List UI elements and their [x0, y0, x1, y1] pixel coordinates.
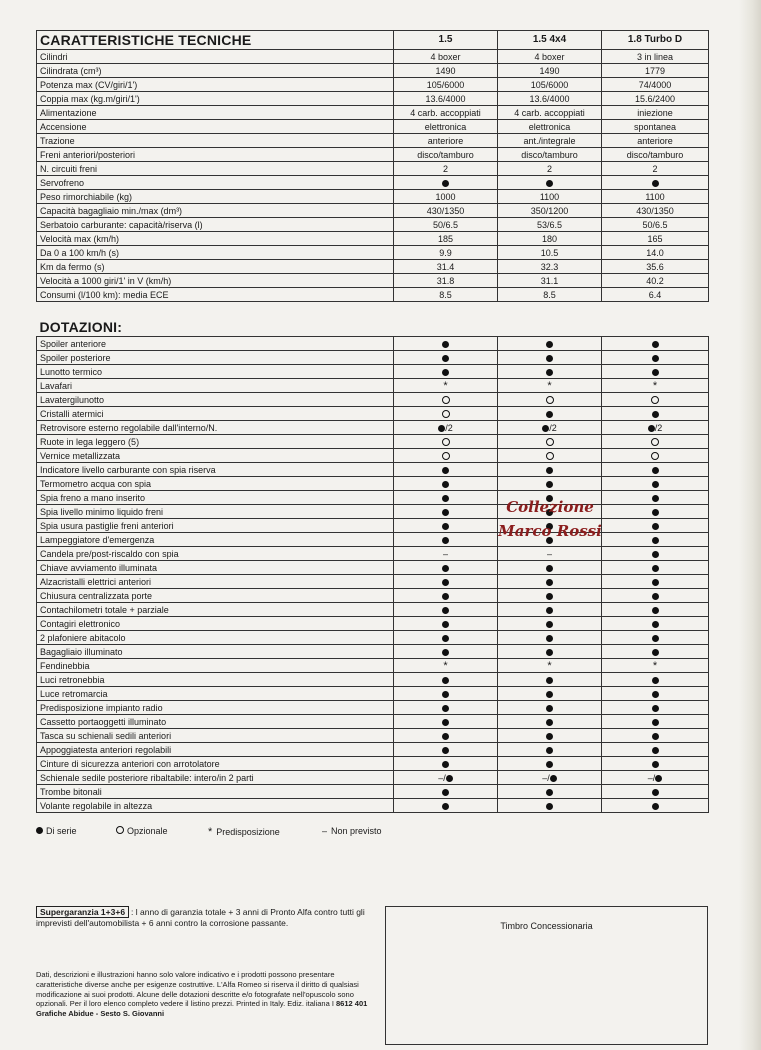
spec-value: 4 carb. accoppiati: [394, 106, 498, 120]
standard-dot-icon: [498, 631, 602, 645]
spec-value: 4 carb. accoppiati: [498, 106, 602, 120]
standard-dot-icon: [498, 701, 602, 715]
header-spacer: [602, 318, 709, 337]
table-row: [37, 659, 709, 673]
row-label: Volante regolabile in altezza: [37, 799, 394, 813]
table-row: [37, 274, 709, 288]
standard-dot-icon: [394, 617, 498, 631]
spec-value: elettronica: [394, 120, 498, 134]
table-row: [37, 799, 709, 813]
legend-non-previsto: [322, 826, 382, 836]
table-row: [37, 64, 709, 78]
spec-value: 4 boxer: [498, 50, 602, 64]
table-row: [37, 743, 709, 757]
table-row: [37, 673, 709, 687]
spec-value: anteriore: [394, 134, 498, 148]
row-label: Schienale sedile posteriore ribaltabile: intero/in 2 parti: [37, 771, 394, 785]
predisposition-asterisk-icon: *: [602, 379, 709, 393]
predisposition-asterisk-icon: *: [602, 659, 709, 673]
row-label: Predisposizione impianto radio: [37, 701, 394, 715]
table-row: [37, 176, 709, 190]
row-label: Contagiri elettronico: [37, 617, 394, 631]
spec-value: 74/4000: [602, 78, 709, 92]
standard-dot-icon: [394, 603, 498, 617]
spec-value: 9.9: [394, 246, 498, 260]
standard-dot-icon: [394, 743, 498, 757]
row-label: Spia usura pastiglie freni anteriori: [37, 519, 394, 533]
spec-value: disco/tamburo: [602, 148, 709, 162]
spec-value: disco/tamburo: [498, 148, 602, 162]
table-row: [37, 687, 709, 701]
table-row: [37, 407, 709, 421]
optional-circle-icon: [498, 435, 602, 449]
standard-dot-icon: [498, 176, 602, 190]
standard-dot-icon: [394, 575, 498, 589]
page-edge: [739, 0, 761, 1050]
model-1-5: 1.5: [394, 31, 498, 50]
table-row: [37, 561, 709, 575]
legend-opzionale-label: Opzionale: [127, 826, 168, 836]
standard-dot-icon: [602, 631, 709, 645]
standard-dot-icon: [394, 477, 498, 491]
standard-dot-icon: [498, 575, 602, 589]
row-label: Consumi (l/100 km): media ECE: [37, 288, 394, 302]
table-row: [37, 757, 709, 771]
legend-di-serie-label: Di serie: [46, 826, 77, 836]
table-row: [37, 50, 709, 64]
standard-dot-icon: [602, 729, 709, 743]
table-row: [37, 78, 709, 92]
spec-value: 8.5: [394, 288, 498, 302]
spec-value: iniezione: [602, 106, 709, 120]
standard-dot-icon: [602, 351, 709, 365]
supergaranzia-note: [36, 907, 366, 929]
not-provided-standard: –/: [602, 771, 709, 785]
row-label: Lavafari: [37, 379, 394, 393]
standard-dot-icon: [498, 463, 602, 477]
row-label: Spia livello minimo liquido freni: [37, 505, 394, 519]
standard-dot-icon: [602, 561, 709, 575]
row-label: Cinture di sicurezza anteriori con arrotolatore: [37, 757, 394, 771]
model-1-8-turbo-d: 1.8 Turbo D: [602, 31, 709, 50]
standard-dot-icon: [498, 365, 602, 379]
row-label: Potenza max (CV/giri/1'): [37, 78, 394, 92]
standard-dot-icon: [394, 337, 498, 351]
standard-dot-icon: [498, 729, 602, 743]
table-row: [37, 365, 709, 379]
standard-dot-quantity: /2: [602, 421, 709, 435]
table-row: [37, 351, 709, 365]
table-row: [37, 617, 709, 631]
supergaranzia-text: : l anno di garanzia totale + 3 anni di Pronto Alfa contro tutti gli imprevisti dell'automobilista + 6 anni contro la corrosione passante.: [36, 907, 365, 928]
row-label: Chiusura centralizzata porte: [37, 589, 394, 603]
standard-dot-icon: [498, 477, 602, 491]
row-label: Da 0 a 100 km/h (s): [37, 246, 394, 260]
row-label: Termometro acqua con spia: [37, 477, 394, 491]
row-label: Alzacristalli elettrici anteriori: [37, 575, 394, 589]
table-row: [37, 701, 709, 715]
not-provided-standard: –/: [394, 771, 498, 785]
table-row: [37, 92, 709, 106]
standard-dot-icon: [602, 743, 709, 757]
table-row: [37, 603, 709, 617]
equipment-header-row: [37, 318, 709, 337]
spec-value: 180: [498, 232, 602, 246]
row-label: Cilindrata (cm³): [37, 64, 394, 78]
row-label: Capacità bagagliaio min./max (dm³): [37, 204, 394, 218]
standard-dot-icon: [602, 673, 709, 687]
standard-dot-icon: [394, 715, 498, 729]
optional-circle-icon: [394, 435, 498, 449]
spec-value: 2: [394, 162, 498, 176]
standard-dot-icon: [602, 687, 709, 701]
row-label: Velocità a 1000 giri/1' in V (km/h): [37, 274, 394, 288]
row-label: Servofreno: [37, 176, 394, 190]
standard-dot-icon: [498, 407, 602, 421]
standard-dot-icon: [602, 701, 709, 715]
spec-value: 40.2: [602, 274, 709, 288]
spec-value: 50/6.5: [602, 218, 709, 232]
spec-value: 13.6/4000: [394, 92, 498, 106]
row-label: Fendinebbia: [37, 659, 394, 673]
spec-value: 6.4: [602, 288, 709, 302]
table-row: [37, 421, 709, 435]
row-label: 2 plafoniere abitacolo: [37, 631, 394, 645]
standard-dot-icon: [498, 351, 602, 365]
standard-dot-icon: [498, 645, 602, 659]
optional-circle-icon: [394, 407, 498, 421]
standard-dot-icon: [602, 589, 709, 603]
standard-dot-icon: [602, 645, 709, 659]
standard-dot-icon: [394, 589, 498, 603]
standard-dot-icon: [394, 687, 498, 701]
spec-value: 430/1350: [602, 204, 709, 218]
standard-dot-icon: [602, 617, 709, 631]
equipment-table: [36, 318, 709, 813]
equipment-title: DOTAZIONI:: [39, 319, 123, 335]
table-row: [37, 288, 709, 302]
legend-non-previsto-label: Non previsto: [331, 826, 382, 836]
standard-dot-icon: [498, 617, 602, 631]
standard-dot-icon: [394, 757, 498, 771]
row-label: Luci retronebbia: [37, 673, 394, 687]
spec-value: –: [394, 547, 498, 561]
collection-watermark: [470, 498, 630, 540]
spec-value: elettronica: [498, 120, 602, 134]
table-row: [37, 477, 709, 491]
spec-value: 10.5: [498, 246, 602, 260]
row-label: Tasca su schienali sedili anteriori: [37, 729, 394, 743]
standard-dot-icon: [602, 799, 709, 813]
table-row: [37, 393, 709, 407]
standard-dot-icon: [602, 337, 709, 351]
table-row: [37, 575, 709, 589]
row-label: Alimentazione: [37, 106, 394, 120]
table-row: [37, 106, 709, 120]
optional-circle-icon: [394, 449, 498, 463]
spec-value: 53/6.5: [498, 218, 602, 232]
table-row: [37, 435, 709, 449]
standard-dot-icon: [394, 645, 498, 659]
spec-value: 15.6/2400: [602, 92, 709, 106]
row-label: Spoiler anteriore: [37, 337, 394, 351]
standard-dot-icon: [602, 547, 709, 561]
optional-circle-icon: [602, 435, 709, 449]
spec-value: 1100: [498, 190, 602, 204]
spec-value: 1779: [602, 64, 709, 78]
standard-dot-icon: [394, 561, 498, 575]
standard-dot-icon: [602, 407, 709, 421]
row-label: Cilindri: [37, 50, 394, 64]
table-row: [37, 715, 709, 729]
standard-dot-icon: [394, 365, 498, 379]
dealer-stamp-label: Timbro Concessionaria: [500, 921, 593, 931]
table-row: [37, 771, 709, 785]
standard-dot-icon: [498, 561, 602, 575]
specs-header-row: [37, 31, 709, 50]
spec-value: 1000: [394, 190, 498, 204]
standard-dot-icon: [602, 575, 709, 589]
row-label: Luce retromarcia: [37, 687, 394, 701]
spec-value: 3 in linea: [602, 50, 709, 64]
row-label: Spia freno a mano inserito: [37, 491, 394, 505]
row-label: Accensione: [37, 120, 394, 134]
standard-dot-icon: [602, 603, 709, 617]
predisposition-asterisk-icon: *: [394, 379, 498, 393]
table-row: [37, 785, 709, 799]
standard-dot-icon: [394, 799, 498, 813]
standard-dot-icon: [602, 463, 709, 477]
optional-circle-icon: [602, 393, 709, 407]
standard-dot-icon: [394, 176, 498, 190]
table-row: [37, 379, 709, 393]
spec-value: 350/1200: [498, 204, 602, 218]
standard-dot-icon: [602, 365, 709, 379]
optional-circle-icon: [602, 449, 709, 463]
row-label: Contachilometri totale + parziale: [37, 603, 394, 617]
spec-value: 14.0: [602, 246, 709, 260]
row-label: Km da fermo (s): [37, 260, 394, 274]
spec-value: 105/6000: [498, 78, 602, 92]
table-row: [37, 260, 709, 274]
spec-value: 4 boxer: [394, 50, 498, 64]
predisposition-asterisk-icon: *: [394, 659, 498, 673]
row-label: Ruote in lega leggero (5): [37, 435, 394, 449]
header-spacer: [498, 318, 602, 337]
row-label: Lampeggiatore d'emergenza: [37, 533, 394, 547]
standard-dot-icon: [394, 673, 498, 687]
standard-dot-icon: [394, 701, 498, 715]
row-label: Peso rimorchiabile (kg): [37, 190, 394, 204]
standard-dot-icon: [498, 743, 602, 757]
spec-value: 185: [394, 232, 498, 246]
standard-dot-icon: [602, 176, 709, 190]
row-label: Vernice metallizzata: [37, 449, 394, 463]
disclaimer: [36, 970, 368, 1019]
watermark-line-1: Collezione: [506, 498, 594, 516]
row-label: N. circuiti freni: [37, 162, 394, 176]
supergaranzia-label: Supergaranzia 1+3+6: [36, 906, 129, 918]
spec-value: 31.8: [394, 274, 498, 288]
standard-dot-icon: [498, 715, 602, 729]
row-label: Freni anteriori/posteriori: [37, 148, 394, 162]
spec-value: –: [498, 547, 602, 561]
row-label: Cassetto portaoggetti illuminato: [37, 715, 394, 729]
optional-circle-icon: [498, 449, 602, 463]
table-row: [37, 232, 709, 246]
printer-credit: Grafiche Abidue - Sesto S. Giovanni: [36, 1009, 165, 1019]
spec-value: 8.5: [498, 288, 602, 302]
predisposition-asterisk-icon: *: [498, 659, 602, 673]
spec-value: 2: [498, 162, 602, 176]
table-row: [37, 547, 709, 561]
spec-value: 1100: [602, 190, 709, 204]
table-row: [37, 162, 709, 176]
table-row: [37, 645, 709, 659]
row-label: Retrovisore esterno regolabile dall'interno/N.: [37, 421, 394, 435]
standard-dot-icon: [498, 589, 602, 603]
row-label: Trombe bitonali: [37, 785, 394, 799]
spec-value: 2: [602, 162, 709, 176]
dealer-stamp-box: [385, 906, 708, 1045]
spec-value: 13.6/4000: [498, 92, 602, 106]
optional-circle-icon: [394, 393, 498, 407]
header-spacer: [394, 318, 498, 337]
row-label: Candela pre/post-riscaldo con spia: [37, 547, 394, 561]
specs-title: CARATTERISTICHE TECNICHE: [37, 31, 394, 50]
spec-value: 35.6: [602, 260, 709, 274]
spec-value: 1490: [498, 64, 602, 78]
table-row: [37, 246, 709, 260]
standard-dot-quantity: /2: [394, 421, 498, 435]
row-label: Indicatore livello carburante con spia riserva: [37, 463, 394, 477]
row-label: Chiave avviamento illuminata: [37, 561, 394, 575]
technical-specs-table: [36, 30, 709, 302]
standard-dot-icon: [498, 757, 602, 771]
watermark-line-2: Marco Rossi: [498, 522, 602, 540]
dash-icon: –: [322, 826, 328, 836]
standard-dot-icon: [394, 463, 498, 477]
not-provided-standard: –/: [498, 771, 602, 785]
legend-opzionale: [116, 826, 168, 836]
row-label: Bagagliaio illuminato: [37, 645, 394, 659]
row-label: Appoggiatesta anteriori regolabili: [37, 743, 394, 757]
edition-code: 8612 401: [336, 999, 368, 1009]
row-label: Spoiler posteriore: [37, 351, 394, 365]
table-row: [37, 589, 709, 603]
standard-dot-icon: [498, 785, 602, 799]
spec-value: 105/6000: [394, 78, 498, 92]
row-label: Lavatergilunotto: [37, 393, 394, 407]
spec-value: spontanea: [602, 120, 709, 134]
filled-dot-icon: [36, 827, 43, 834]
optional-circle-icon: [498, 393, 602, 407]
spec-value: 31.4: [394, 260, 498, 274]
row-label: Cristalli atermici: [37, 407, 394, 421]
asterisk-icon: *: [208, 826, 213, 838]
table-row: [37, 190, 709, 204]
row-label: Coppia max (kg.m/giri/1'): [37, 92, 394, 106]
standard-dot-icon: [602, 477, 709, 491]
row-label: Velocità max (km/h): [37, 232, 394, 246]
model-1-5-4x4: 1.5 4x4: [498, 31, 602, 50]
row-label: Lunotto termico: [37, 365, 394, 379]
table-row: [37, 337, 709, 351]
predisposition-asterisk-icon: *: [498, 379, 602, 393]
standard-dot-icon: [498, 799, 602, 813]
table-row: [37, 218, 709, 232]
spec-value: 1490: [394, 64, 498, 78]
legend-predisposizione: [208, 826, 280, 838]
row-label: Trazione: [37, 134, 394, 148]
spec-value: disco/tamburo: [394, 148, 498, 162]
spec-value: anteriore: [602, 134, 709, 148]
spec-value: 31.1: [498, 274, 602, 288]
spec-value: 32.3: [498, 260, 602, 274]
legend-di-serie: [36, 826, 77, 836]
table-row: [37, 204, 709, 218]
standard-dot-icon: [498, 603, 602, 617]
standard-dot-icon: [498, 673, 602, 687]
spec-value: 165: [602, 232, 709, 246]
table-row: [37, 729, 709, 743]
spec-value: 430/1350: [394, 204, 498, 218]
standard-dot-quantity: /2: [498, 421, 602, 435]
standard-dot-icon: [498, 687, 602, 701]
standard-dot-icon: [394, 631, 498, 645]
standard-dot-icon: [602, 757, 709, 771]
standard-dot-icon: [602, 785, 709, 799]
spec-value: ant./integrale: [498, 134, 602, 148]
standard-dot-icon: [394, 351, 498, 365]
table-row: [37, 631, 709, 645]
table-row: [37, 449, 709, 463]
open-circle-icon: [116, 826, 124, 834]
spec-value: 50/6.5: [394, 218, 498, 232]
row-label: Serbatoio carburante: capacità/riserva (l): [37, 218, 394, 232]
table-row: [37, 134, 709, 148]
standard-dot-icon: [602, 715, 709, 729]
disclaimer-text: Dati, descrizioni e illustrazioni hanno solo valore indicativo e i prodotti possono presentare caratteristiche diverse anche per esigenze costruttive. L'Alfa Romeo si riserva il diritto di qualsiasi modificazione ai suoi prodotti. Alcune delle dotazioni descritte e/o fotografate nell'opuscolo sono opzionali. Per il loro elenco completo vedere il listino prezzi. Printed in Italy. Ediz. italiana I: [36, 970, 359, 1009]
table-row: [37, 463, 709, 477]
table-row: [37, 120, 709, 134]
standard-dot-icon: [394, 785, 498, 799]
standard-dot-icon: [394, 729, 498, 743]
legend-predisposizione-label: Predisposizione: [216, 827, 280, 837]
standard-dot-icon: [498, 337, 602, 351]
table-row: [37, 148, 709, 162]
